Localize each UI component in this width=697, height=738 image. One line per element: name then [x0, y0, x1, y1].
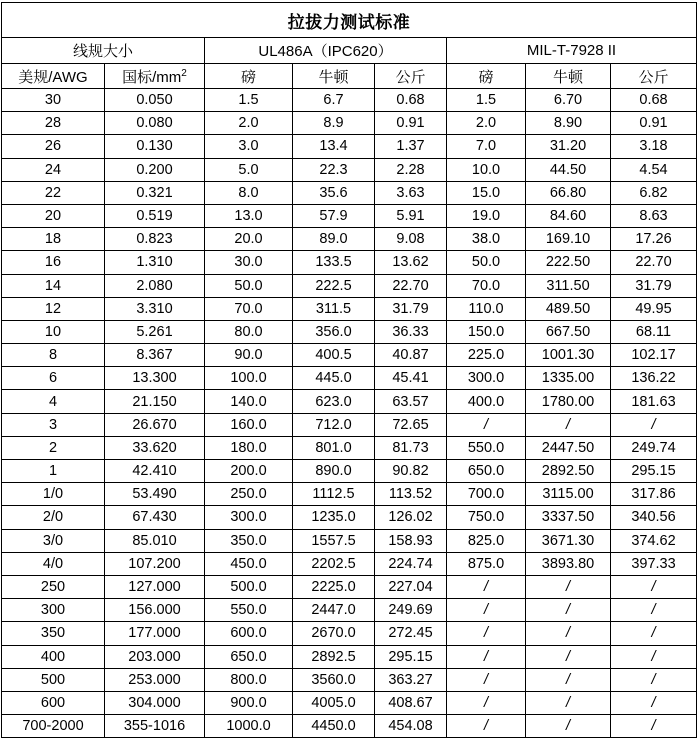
cell-ul-newton: 3560.0 — [293, 668, 375, 691]
cell-ul-pound: 600.0 — [205, 622, 293, 645]
cell-mil-kilogram: 4.54 — [611, 158, 697, 181]
cell-mil-newton: 84.60 — [526, 204, 611, 227]
cell-mm2: 5.261 — [105, 320, 205, 343]
cell-ul-kilogram: 227.04 — [375, 575, 447, 598]
cell-mil-pound: 70.0 — [447, 274, 526, 297]
cell-mil-newton: 169.10 — [526, 228, 611, 251]
cell-ul-newton: 400.5 — [293, 344, 375, 367]
cell-mm2: 67.430 — [105, 506, 205, 529]
cell-ul-kilogram: 31.79 — [375, 297, 447, 320]
cell-awg: 2 — [2, 436, 105, 459]
cell-ul-newton: 623.0 — [293, 390, 375, 413]
cell-mil-pound: / — [447, 599, 526, 622]
cell-mm2: 177.000 — [105, 622, 205, 645]
group-header-wire-size: 线规大小 — [2, 38, 205, 64]
cell-mil-newton: / — [526, 622, 611, 645]
cell-mil-pound: 19.0 — [447, 204, 526, 227]
cell-mm2: 203.000 — [105, 645, 205, 668]
table-row — [2, 506, 697, 529]
cell-mil-kilogram: / — [611, 599, 697, 622]
table-title-row — [2, 3, 697, 38]
cell-mm2: 253.000 — [105, 668, 205, 691]
cell-mil-pound: / — [447, 645, 526, 668]
cell-mil-pound: / — [447, 413, 526, 436]
cell-mil-kilogram: 49.95 — [611, 297, 697, 320]
cell-ul-newton: 1235.0 — [293, 506, 375, 529]
cell-mm2: 0.200 — [105, 158, 205, 181]
column-header-ul-newton: 牛顿 — [293, 64, 375, 89]
cell-mil-kilogram: / — [611, 715, 697, 738]
cell-awg: 4/0 — [2, 552, 105, 575]
cell-ul-kilogram: 36.33 — [375, 320, 447, 343]
cell-mil-kilogram: 68.11 — [611, 320, 697, 343]
table-row — [2, 622, 697, 645]
cell-mm2: 33.620 — [105, 436, 205, 459]
cell-ul-newton: 311.5 — [293, 297, 375, 320]
cell-mil-kilogram: 340.56 — [611, 506, 697, 529]
cell-mil-newton: 311.50 — [526, 274, 611, 297]
cell-mil-newton: / — [526, 691, 611, 714]
cell-mil-newton: 31.20 — [526, 135, 611, 158]
cell-mil-newton: 3115.00 — [526, 483, 611, 506]
table-row — [2, 715, 697, 738]
cell-ul-newton: 2670.0 — [293, 622, 375, 645]
cell-ul-newton: 2225.0 — [293, 575, 375, 598]
cell-mm2: 355-1016 — [105, 715, 205, 738]
cell-awg: 14 — [2, 274, 105, 297]
cell-mil-pound: 38.0 — [447, 228, 526, 251]
cell-mm2: 0.050 — [105, 89, 205, 112]
cell-awg: 600 — [2, 691, 105, 714]
cell-mm2: 127.000 — [105, 575, 205, 598]
cell-mil-newton: 222.50 — [526, 251, 611, 274]
cell-ul-kilogram: 113.52 — [375, 483, 447, 506]
cell-ul-pound: 5.0 — [205, 158, 293, 181]
table-row — [2, 112, 697, 135]
cell-mil-newton: 667.50 — [526, 320, 611, 343]
cell-mil-pound: / — [447, 715, 526, 738]
cell-mil-kilogram: 0.68 — [611, 89, 697, 112]
cell-ul-newton: 1112.5 — [293, 483, 375, 506]
cell-awg: 300 — [2, 599, 105, 622]
cell-ul-pound: 550.0 — [205, 599, 293, 622]
cell-ul-kilogram: 224.74 — [375, 552, 447, 575]
cell-ul-kilogram: 81.73 — [375, 436, 447, 459]
cell-mm2: 0.080 — [105, 112, 205, 135]
cell-mil-pound: / — [447, 691, 526, 714]
cell-mil-newton: 2892.50 — [526, 460, 611, 483]
cell-ul-pound: 900.0 — [205, 691, 293, 714]
column-header-mm2: 国标$/mm^2$ — [105, 64, 205, 89]
cell-ul-pound: 80.0 — [205, 320, 293, 343]
cell-mil-newton: 44.50 — [526, 158, 611, 181]
cell-ul-pound: 13.0 — [205, 204, 293, 227]
cell-mm2: 8.367 — [105, 344, 205, 367]
cell-awg: 1/0 — [2, 483, 105, 506]
column-header-mil-kilogram: 公斤 — [611, 64, 697, 89]
cell-mil-kilogram: / — [611, 668, 697, 691]
cell-ul-newton: 57.9 — [293, 204, 375, 227]
table-row — [2, 181, 697, 204]
group-header-ul486a: UL486A（IPC620） — [205, 38, 447, 64]
cell-ul-kilogram: 9.08 — [375, 228, 447, 251]
cell-ul-kilogram: 3.63 — [375, 181, 447, 204]
cell-mil-pound: 650.0 — [447, 460, 526, 483]
cell-ul-pound: 70.0 — [205, 297, 293, 320]
column-header-row — [2, 64, 697, 89]
cell-mil-kilogram: 181.63 — [611, 390, 697, 413]
cell-ul-pound: 450.0 — [205, 552, 293, 575]
cell-mil-pound: 875.0 — [447, 552, 526, 575]
cell-ul-pound: 180.0 — [205, 436, 293, 459]
cell-ul-pound: 90.0 — [205, 344, 293, 367]
cell-awg: 30 — [2, 89, 105, 112]
table-row — [2, 552, 697, 575]
cell-awg: 8 — [2, 344, 105, 367]
cell-ul-kilogram: 90.82 — [375, 460, 447, 483]
cell-awg: 3 — [2, 413, 105, 436]
cell-ul-newton: 445.0 — [293, 367, 375, 390]
spreadsheet-sheet — [0, 2, 697, 735]
cell-ul-pound: 1000.0 — [205, 715, 293, 738]
table-row — [2, 413, 697, 436]
table-row — [2, 297, 697, 320]
cell-ul-kilogram: 249.69 — [375, 599, 447, 622]
cell-mil-kilogram: 8.63 — [611, 204, 697, 227]
table-row — [2, 436, 697, 459]
cell-mil-kilogram: 31.79 — [611, 274, 697, 297]
cell-ul-newton: 1557.5 — [293, 529, 375, 552]
cell-ul-kilogram: 295.15 — [375, 645, 447, 668]
group-header-row — [2, 38, 697, 64]
cell-ul-kilogram: 1.37 — [375, 135, 447, 158]
cell-mil-pound: 750.0 — [447, 506, 526, 529]
cell-ul-pound: 350.0 — [205, 529, 293, 552]
cell-mil-pound: 700.0 — [447, 483, 526, 506]
cell-ul-kilogram: 126.02 — [375, 506, 447, 529]
cell-mil-newton: / — [526, 668, 611, 691]
cell-mil-kilogram: / — [611, 691, 697, 714]
cell-mil-newton: 2447.50 — [526, 436, 611, 459]
table-row — [2, 390, 697, 413]
cell-mil-newton: 3671.30 — [526, 529, 611, 552]
cell-ul-pound: 1.5 — [205, 89, 293, 112]
cell-mil-newton: 66.80 — [526, 181, 611, 204]
cell-ul-kilogram: 45.41 — [375, 367, 447, 390]
cell-awg: 10 — [2, 320, 105, 343]
cell-ul-pound: 140.0 — [205, 390, 293, 413]
cell-awg: 250 — [2, 575, 105, 598]
table-row — [2, 135, 697, 158]
cell-awg: 400 — [2, 645, 105, 668]
cell-mil-kilogram: 136.22 — [611, 367, 697, 390]
cell-ul-newton: 133.5 — [293, 251, 375, 274]
cell-mm2: 13.300 — [105, 367, 205, 390]
cell-ul-pound: 20.0 — [205, 228, 293, 251]
column-header-mil-newton: 牛顿 — [526, 64, 611, 89]
cell-awg: 2/0 — [2, 506, 105, 529]
cell-awg: 3/0 — [2, 529, 105, 552]
cell-awg: 22 — [2, 181, 105, 204]
cell-mil-newton: / — [526, 599, 611, 622]
cell-ul-pound: 30.0 — [205, 251, 293, 274]
table-row — [2, 645, 697, 668]
table-row — [2, 668, 697, 691]
cell-mil-kilogram: 374.62 — [611, 529, 697, 552]
cell-ul-newton: 4450.0 — [293, 715, 375, 738]
cell-ul-newton: 22.3 — [293, 158, 375, 181]
table-row — [2, 228, 697, 251]
cell-ul-newton: 2202.5 — [293, 552, 375, 575]
cell-awg: 26 — [2, 135, 105, 158]
page-title: 拉拔力测试标准 — [2, 3, 697, 38]
cell-ul-pound: 160.0 — [205, 413, 293, 436]
column-header-awg: 美规/AWG — [2, 64, 105, 89]
cell-mil-pound: / — [447, 575, 526, 598]
cell-ul-newton: 890.0 — [293, 460, 375, 483]
cell-mil-kilogram: 249.74 — [611, 436, 697, 459]
cell-ul-kilogram: 408.67 — [375, 691, 447, 714]
cell-ul-newton: 2892.5 — [293, 645, 375, 668]
cell-mil-kilogram: 22.70 — [611, 251, 697, 274]
cell-mil-pound: 225.0 — [447, 344, 526, 367]
table-row — [2, 460, 697, 483]
cell-mil-pound: 2.0 — [447, 112, 526, 135]
cell-mil-kilogram: 6.82 — [611, 181, 697, 204]
cell-ul-newton: 801.0 — [293, 436, 375, 459]
cell-mm2: 85.010 — [105, 529, 205, 552]
cell-ul-newton: 13.4 — [293, 135, 375, 158]
cell-ul-kilogram: 5.91 — [375, 204, 447, 227]
column-header-ul-pound: 磅 — [205, 64, 293, 89]
table-row — [2, 204, 697, 227]
cell-mil-newton: 8.90 — [526, 112, 611, 135]
cell-mm2: 0.823 — [105, 228, 205, 251]
cell-mil-pound: 10.0 — [447, 158, 526, 181]
cell-awg: 700-2000 — [2, 715, 105, 738]
cell-mm2: 107.200 — [105, 552, 205, 575]
cell-ul-pound: 200.0 — [205, 460, 293, 483]
table-row — [2, 251, 697, 274]
cell-mil-kilogram: 397.33 — [611, 552, 697, 575]
cell-awg: 6 — [2, 367, 105, 390]
cell-ul-newton: 89.0 — [293, 228, 375, 251]
cell-mil-newton: 1335.00 — [526, 367, 611, 390]
cell-ul-kilogram: 158.93 — [375, 529, 447, 552]
cell-ul-newton: 4005.0 — [293, 691, 375, 714]
cell-mm2: 26.670 — [105, 413, 205, 436]
cell-ul-pound: 800.0 — [205, 668, 293, 691]
cell-ul-kilogram: 40.87 — [375, 344, 447, 367]
cell-awg: 350 — [2, 622, 105, 645]
cell-mil-kilogram: 102.17 — [611, 344, 697, 367]
table-row — [2, 344, 697, 367]
cell-mm2: 3.310 — [105, 297, 205, 320]
cell-mil-kilogram: / — [611, 413, 697, 436]
cell-awg: 16 — [2, 251, 105, 274]
cell-ul-pound: 50.0 — [205, 274, 293, 297]
cell-ul-kilogram: 272.45 — [375, 622, 447, 645]
cell-ul-newton: 2447.0 — [293, 599, 375, 622]
cell-mil-pound: 400.0 — [447, 390, 526, 413]
column-header-ul-kilogram: 公斤 — [375, 64, 447, 89]
table-row — [2, 691, 697, 714]
cell-ul-newton: 222.5 — [293, 274, 375, 297]
cell-mil-newton: / — [526, 575, 611, 598]
table-row — [2, 599, 697, 622]
cell-mil-pound: / — [447, 668, 526, 691]
cell-ul-kilogram: 363.27 — [375, 668, 447, 691]
cell-awg: 28 — [2, 112, 105, 135]
cell-mil-kilogram: 17.26 — [611, 228, 697, 251]
cell-ul-kilogram: 22.70 — [375, 274, 447, 297]
cell-ul-pound: 2.0 — [205, 112, 293, 135]
cell-mil-pound: 150.0 — [447, 320, 526, 343]
cell-mil-kilogram: 3.18 — [611, 135, 697, 158]
cell-awg: 12 — [2, 297, 105, 320]
cell-awg: 500 — [2, 668, 105, 691]
cell-ul-pound: 300.0 — [205, 506, 293, 529]
cell-awg: 20 — [2, 204, 105, 227]
cell-mm2: 2.080 — [105, 274, 205, 297]
cell-mil-newton: 1001.30 — [526, 344, 611, 367]
cell-mm2: 0.321 — [105, 181, 205, 204]
cell-ul-newton: 6.7 — [293, 89, 375, 112]
cell-mil-kilogram: / — [611, 622, 697, 645]
cell-mil-kilogram: 295.15 — [611, 460, 697, 483]
cell-mm2: 21.150 — [105, 390, 205, 413]
cell-ul-kilogram: 13.62 — [375, 251, 447, 274]
cell-mm2: 304.000 — [105, 691, 205, 714]
cell-mil-kilogram: 0.91 — [611, 112, 697, 135]
cell-mil-kilogram: / — [611, 575, 697, 598]
table-row — [2, 529, 697, 552]
table-row — [2, 367, 697, 390]
table-row — [2, 483, 697, 506]
pull-force-standard-table — [1, 2, 697, 738]
cell-mil-pound: 15.0 — [447, 181, 526, 204]
cell-ul-kilogram: 72.65 — [375, 413, 447, 436]
cell-ul-pound: 500.0 — [205, 575, 293, 598]
cell-ul-kilogram: 0.91 — [375, 112, 447, 135]
cell-ul-kilogram: 454.08 — [375, 715, 447, 738]
cell-mm2: 1.310 — [105, 251, 205, 274]
cell-ul-newton: 712.0 — [293, 413, 375, 436]
cell-mil-pound: 7.0 — [447, 135, 526, 158]
cell-ul-kilogram: 0.68 — [375, 89, 447, 112]
cell-mm2: 156.000 — [105, 599, 205, 622]
table-row — [2, 158, 697, 181]
cell-mil-newton: 3893.80 — [526, 552, 611, 575]
cell-mil-newton: 3337.50 — [526, 506, 611, 529]
cell-mil-pound: 110.0 — [447, 297, 526, 320]
cell-mm2: 0.519 — [105, 204, 205, 227]
cell-ul-newton: 8.9 — [293, 112, 375, 135]
group-header-mil-t-7928: MIL-T-7928 II — [447, 38, 697, 64]
cell-mm2: 42.410 — [105, 460, 205, 483]
cell-ul-kilogram: 63.57 — [375, 390, 447, 413]
cell-ul-kilogram: 2.28 — [375, 158, 447, 181]
cell-ul-pound: 100.0 — [205, 367, 293, 390]
cell-mil-newton: / — [526, 645, 611, 668]
cell-ul-pound: 3.0 — [205, 135, 293, 158]
table-row — [2, 274, 697, 297]
cell-ul-newton: 356.0 — [293, 320, 375, 343]
cell-ul-pound: 8.0 — [205, 181, 293, 204]
table-row — [2, 320, 697, 343]
superscript-two: 2 — [181, 67, 187, 79]
table-row — [2, 575, 697, 598]
cell-ul-pound: 250.0 — [205, 483, 293, 506]
cell-mil-newton: 489.50 — [526, 297, 611, 320]
cell-mm2: 53.490 — [105, 483, 205, 506]
cell-mil-kilogram: 317.86 — [611, 483, 697, 506]
table-row — [2, 89, 697, 112]
cell-mil-newton: / — [526, 413, 611, 436]
cell-mil-newton: 1780.00 — [526, 390, 611, 413]
cell-mil-newton: 6.70 — [526, 89, 611, 112]
cell-mil-pound: / — [447, 622, 526, 645]
cell-awg: 18 — [2, 228, 105, 251]
column-header-mil-pound: 磅 — [447, 64, 526, 89]
cell-mil-newton: / — [526, 715, 611, 738]
cell-mil-pound: 825.0 — [447, 529, 526, 552]
cell-mil-pound: 300.0 — [447, 367, 526, 390]
cell-awg: 24 — [2, 158, 105, 181]
cell-mil-kilogram: / — [611, 645, 697, 668]
cell-mil-pound: 550.0 — [447, 436, 526, 459]
cell-ul-pound: 650.0 — [205, 645, 293, 668]
cell-ul-newton: 35.6 — [293, 181, 375, 204]
cell-mil-pound: 1.5 — [447, 89, 526, 112]
cell-awg: 4 — [2, 390, 105, 413]
cell-awg: 1 — [2, 460, 105, 483]
cell-mm2: 0.130 — [105, 135, 205, 158]
cell-mil-pound: 50.0 — [447, 251, 526, 274]
